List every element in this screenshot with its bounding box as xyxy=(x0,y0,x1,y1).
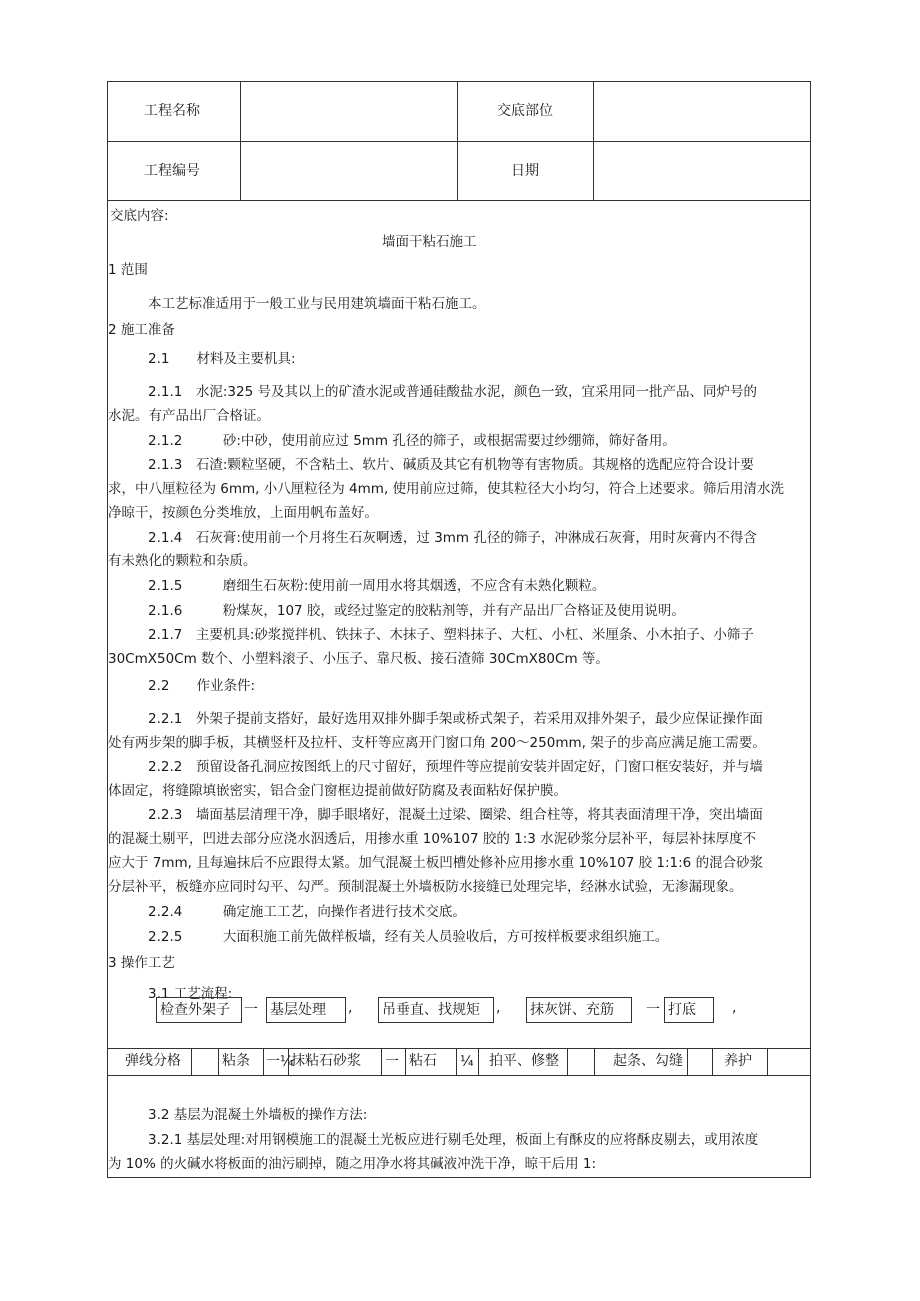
text-line: 2.2 作业条件: xyxy=(148,678,256,694)
text-line: 分层补平，板缝亦应同时勾平、勾严。预制混凝土外墙板防水接缝已处理完毕，经淋水试验，无渗漏现象。 xyxy=(108,879,743,895)
flow-step-stone-mortar: 抹粘石砂浆 xyxy=(288,1049,382,1075)
header-col-divider-1 xyxy=(240,81,241,201)
flow-step-remove-strips: 起条、勾缝 xyxy=(594,1049,688,1075)
flow-separator: , xyxy=(496,1000,501,1016)
flow-band-bottom xyxy=(107,1075,811,1076)
text-line: 2.2.5 大面积施工前先做样板墙，经有关人员验收后，方可按样板要求组织施工。 xyxy=(148,929,669,945)
text-line: 2.1.3 石渣:颗粒坚硬，不含粘土、软片、碱质及其它有机物等有害物质。其规格的选配应符合设计要 xyxy=(148,457,754,473)
text-line: 2.1.2 砂:中砂，使用前应过 5mm 孔径的筛子，或根据需要过纱绷筛，筛好备用。 xyxy=(148,433,676,449)
text-line: 2.1.6 粉煤灰，107 胶，或经过鉴定的胶粘剂等，并有产品出厂合格证及使用说明。 xyxy=(148,603,685,619)
text-line: 水泥。有产品出厂合格证。 xyxy=(108,408,270,424)
flow-separator: ¼ xyxy=(460,1054,474,1070)
text-line: 2.2.4 确定施工工艺，向操作者进行技术交底。 xyxy=(148,904,466,920)
flow-step-flatten-trim: 拍平、修整 xyxy=(478,1049,568,1075)
section-2-heading: 2 施工准备 xyxy=(108,322,175,338)
text-line: 处有两步架的脚手板，其横竖杆及拉杆、支杆等应离开门窗口角 200～250mm, 架子的步高应满足施工需要。 xyxy=(108,735,766,751)
flow-step-check-scaffold: 检查外架子 xyxy=(156,997,242,1023)
process-flow-heading: 3.1 工艺流程: xyxy=(148,986,233,1002)
text-line: 为 10% 的火碱水将板面的油污刷掉，随之用净水将其碱液冲洗干净，晾干后用 1: xyxy=(108,1156,597,1172)
section-3-heading: 3 操作工艺 xyxy=(108,955,175,971)
text-line: 2.2.1 外架子提前支搭好，最好选用双排外脚手架或桥式架子，若采用双排外架子，最少应保证操作面 xyxy=(148,711,763,727)
text-line: 体固定，将缝隙填嵌密实，铝合金门窗框边提前做好防腐及表面粘好保护膜。 xyxy=(108,783,567,799)
text-line: 2.1.1 水泥:325 号及其以上的矿渣水泥或普通硅酸盐水泥，颜色一致，宜采用同一批产品、同炉号的 xyxy=(148,384,757,400)
flow-step-stick-stone: 粘石 xyxy=(405,1049,457,1075)
text-line: 应大于 7mm, 且每遍抹后不应跟得太紧。加气混凝土板凹槽处修补应用掺水重 10%107 胶 1:1:6 的混合砂浆 xyxy=(108,855,764,871)
text-line: 2.1.5 磨细生石灰粉:使用前一周用水将其烟透，不应含有未熟化颗粒。 xyxy=(148,578,606,594)
flow-step-curing: 养护 xyxy=(712,1049,768,1075)
flow-step-plumb-align: 吊垂直、找规矩 xyxy=(378,997,494,1023)
text-line: 有未熟化的颗粒和杂质。 xyxy=(108,553,257,569)
text-line: 2.2.3 墙面基层清理干净，脚手眼堵好，混凝土过梁、圈梁、组合柱等，将其表面清理干净，突出墙面 xyxy=(148,807,763,823)
flow-step-line-grid: 弹线分格 xyxy=(107,1049,192,1075)
text-line: 30CmX50Cm 数个、小塑料滚子、小压子、靠尺板、接石渣筛 30CmX80Cm 等。 xyxy=(108,651,609,667)
text-line: 净晾干，按颜色分类堆放，上面用帆布盖好。 xyxy=(108,505,378,521)
flow-separator: 一¼ xyxy=(266,1054,294,1070)
flow-separator: , xyxy=(348,1000,353,1016)
text-line: 2.1.7 主要机具:砂浆搅拌机、铁抹子、木抹子、塑料抹子、大杠、小杠、米厘条、小木拍子、小筛子 xyxy=(148,627,754,643)
project-name-label: 工程名称 xyxy=(144,103,200,119)
header-col-divider-2 xyxy=(457,81,458,201)
handover-part-label: 交底部位 xyxy=(497,103,553,119)
header-row-divider xyxy=(107,141,811,142)
document-title: 墙面干粘石施工 xyxy=(382,234,477,250)
section-1-heading: 1 范围 xyxy=(108,262,148,278)
header-bottom-divider xyxy=(107,200,811,201)
flow-step-base-coat: 打底 xyxy=(664,997,714,1023)
content-label: 交底内容: xyxy=(110,208,169,224)
text-line: 的混凝土剔平，凹进去部分应浇水泅透后，用掺水重 10%107 胶的 1:3 水泥砂浆分层补平，每层补抹厚度不 xyxy=(108,831,757,847)
text-line: 3.2 基层为混凝土外墙板的操作方法: xyxy=(148,1107,368,1123)
flow-step-plaster-cakes: 抹灰饼、充筋 xyxy=(526,997,632,1023)
flow-step-base-treatment: 基层处理 xyxy=(266,997,346,1023)
header-col-divider-3 xyxy=(593,81,594,201)
text-line: 3.2.1 基层处理:对用钢模施工的混凝土光板应进行剔毛处理，板面上有酥皮的应将酥皮剔去，或用浓度 xyxy=(148,1132,759,1148)
text-line: 求，中八厘粒径为 6mm, 小八厘粒径为 4mm, 使用前应过筛，使其粒径大小均匀，符合上述要求。筛后用清水洗 xyxy=(108,481,785,497)
flow-separator: , xyxy=(732,1000,737,1016)
text-line: 本工艺标准适用于一般工业与民用建筑墙面干粘石施工。 xyxy=(148,296,486,312)
flow-separator: 一 xyxy=(244,1002,258,1018)
project-no-label: 工程编号 xyxy=(144,163,200,179)
flow-band-top xyxy=(107,1048,811,1049)
flow-step-stick-strips: 粘条 xyxy=(218,1049,264,1075)
flow-separator: 一 xyxy=(646,1002,660,1018)
text-line: 2.1 材料及主要机具: xyxy=(148,351,296,367)
text-line: 2.2.2 预留设备孔洞应按图纸上的尺寸留好，预埋件等应提前安装并固定好，门窗口框安装好，并与墙 xyxy=(148,759,763,775)
date-label: 日期 xyxy=(511,163,539,179)
text-line: 2.1.4 石灰膏:使用前一个月将生石灰啊透，过 3mm 孔径的筛子，冲淋成石灰膏，用时灰膏内不得含 xyxy=(148,530,757,546)
flow-separator: 一 xyxy=(385,1054,399,1070)
